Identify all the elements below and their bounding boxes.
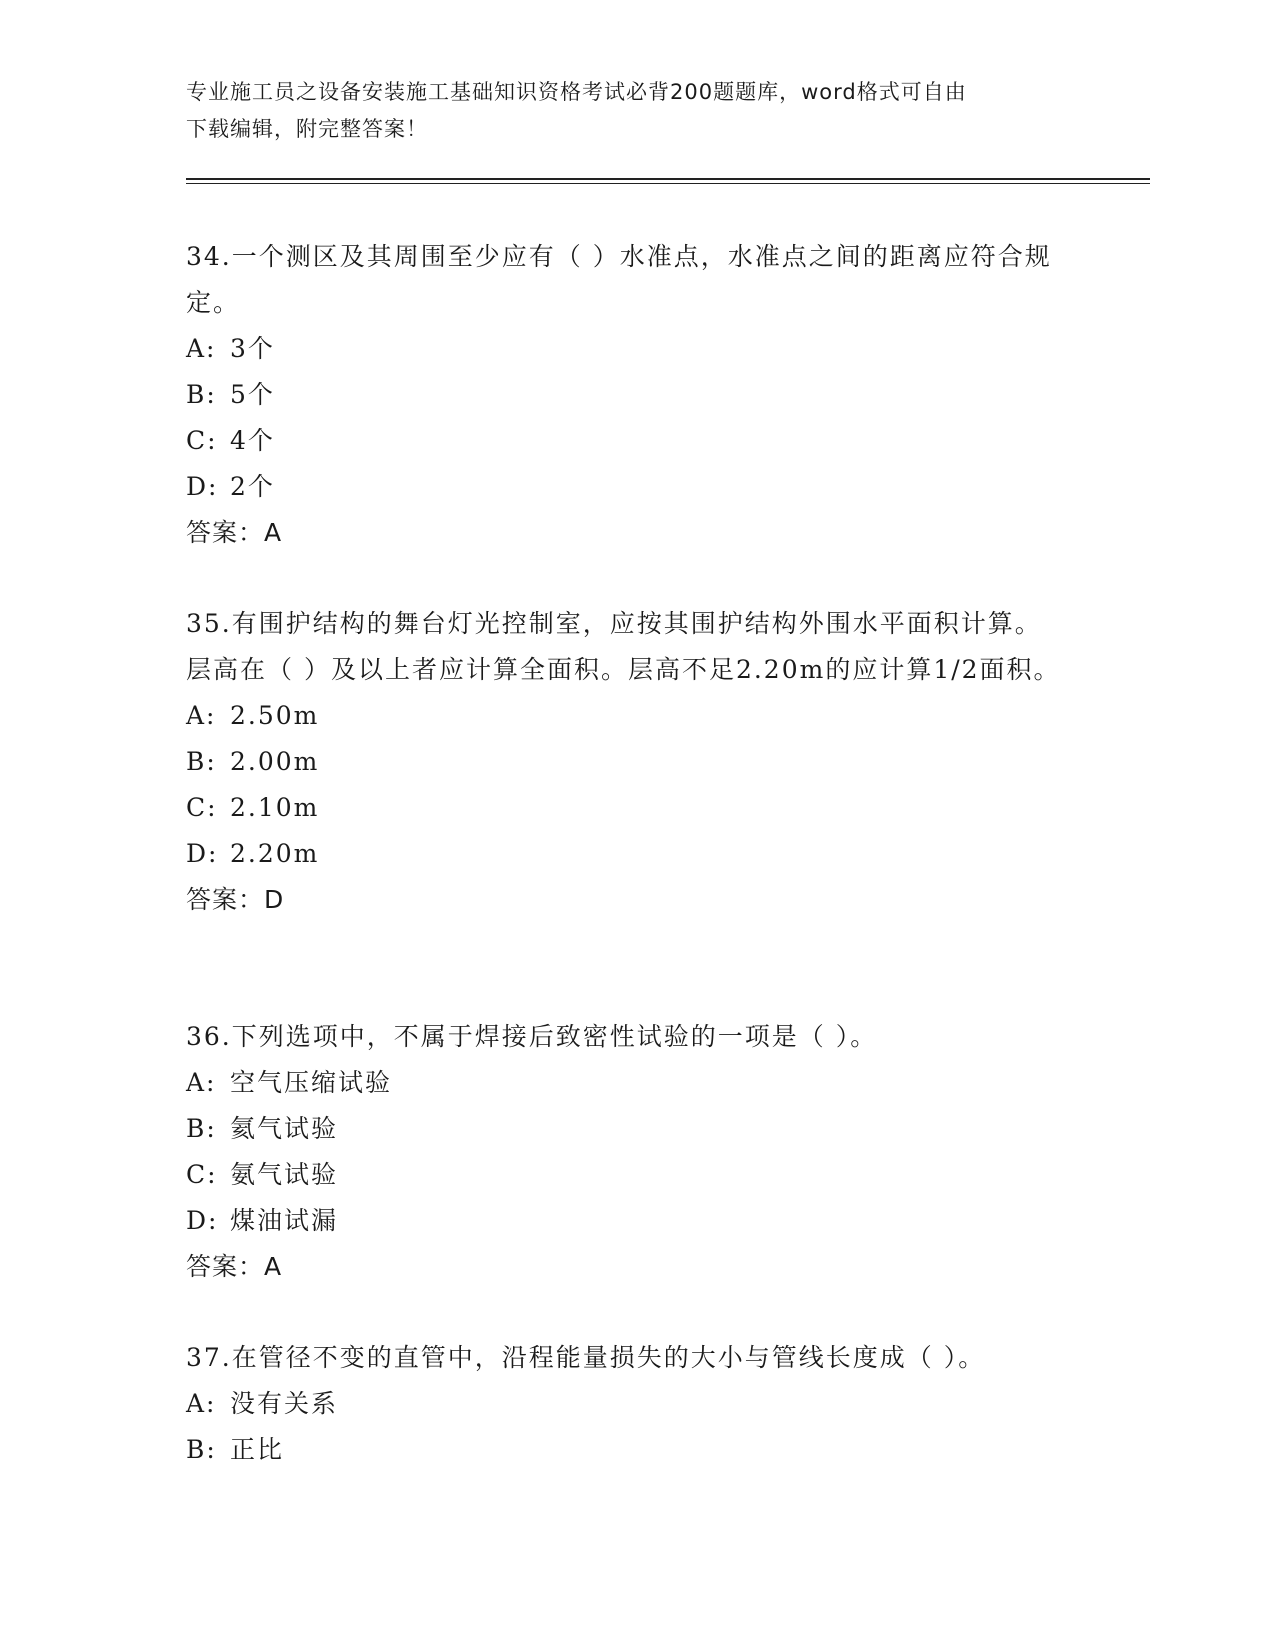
option-letter: A:: [186, 1068, 217, 1097]
header-divider-thick: [186, 178, 1150, 180]
option-text: 2个: [230, 472, 275, 501]
option-c: [186, 1152, 1066, 1198]
option-a: [186, 693, 1066, 739]
option-text: 空气压缩试验: [230, 1068, 393, 1097]
option-a: [186, 326, 1066, 372]
option-letter: A:: [186, 1389, 217, 1418]
option-letter: A:: [186, 701, 217, 730]
option-c: [186, 418, 1066, 464]
option-b: [186, 372, 1066, 418]
question-stem: 37.在管径不变的直管中，沿程能量损失的大小与管线长度成（ ）。: [186, 1343, 986, 1372]
question-37: [186, 1335, 1066, 1473]
option-letter: B:: [186, 747, 217, 776]
header-title-line-1: 专业施工员之设备安装施工基础知识资格考试必背200题题库，word格式可自由: [186, 80, 967, 104]
option-letter: C:: [186, 793, 218, 822]
option-letter: D:: [186, 1206, 219, 1235]
option-letter: B:: [186, 1435, 217, 1464]
option-letter: C:: [186, 1160, 218, 1189]
option-text: 煤油试漏: [230, 1206, 339, 1235]
header-title-line-2: 下载编辑，附完整答案！: [186, 117, 428, 141]
option-letter: B:: [186, 380, 217, 409]
option-letter: B:: [186, 1114, 217, 1143]
document-header: [186, 74, 1066, 148]
option-b: [186, 739, 1066, 785]
option-c: [186, 785, 1066, 831]
option-letter: A:: [186, 334, 217, 363]
option-text: 2.50m: [230, 701, 320, 730]
option-text: 2.20m: [230, 839, 320, 868]
question-35: [186, 601, 1066, 923]
answer-line: 答案：D: [186, 885, 285, 914]
question-stem: 36.下列选项中，不属于焊接后致密性试验的一项是（ ）。: [186, 1022, 878, 1051]
option-text: 5个: [230, 380, 275, 409]
option-text: 4个: [230, 426, 275, 455]
header-divider-thin: [186, 183, 1150, 184]
option-letter: D:: [186, 839, 219, 868]
question-stem: 34.一个测区及其周围至少应有（ ）水准点，水准点之间的距离应符合规定。: [186, 242, 1052, 317]
option-text: 正比: [230, 1435, 285, 1464]
option-d: [186, 464, 1066, 510]
question-stem: 35.有围护结构的舞台灯光控制室，应按其围护结构外围水平面积计算。层高在（ ）及以上者应计算全面积。层高不足2.20m的应计算1/2面积。: [186, 609, 1061, 684]
option-a: [186, 1060, 1066, 1106]
option-text: 3个: [230, 334, 275, 363]
option-text: 氦气试验: [230, 1114, 339, 1143]
option-letter: D:: [186, 472, 219, 501]
option-a: [186, 1381, 1066, 1427]
question-34: [186, 234, 1066, 556]
question-36: [186, 1014, 1066, 1290]
answer-line: 答案：A: [186, 518, 283, 547]
answer-line: 答案：A: [186, 1252, 283, 1281]
option-text: 没有关系: [230, 1389, 339, 1418]
option-text: 2.10m: [230, 793, 320, 822]
option-text: 氨气试验: [230, 1160, 339, 1189]
option-d: [186, 831, 1066, 877]
option-letter: C:: [186, 426, 218, 455]
option-b: [186, 1106, 1066, 1152]
option-d: [186, 1198, 1066, 1244]
option-text: 2.00m: [230, 747, 320, 776]
option-b: [186, 1427, 1066, 1473]
